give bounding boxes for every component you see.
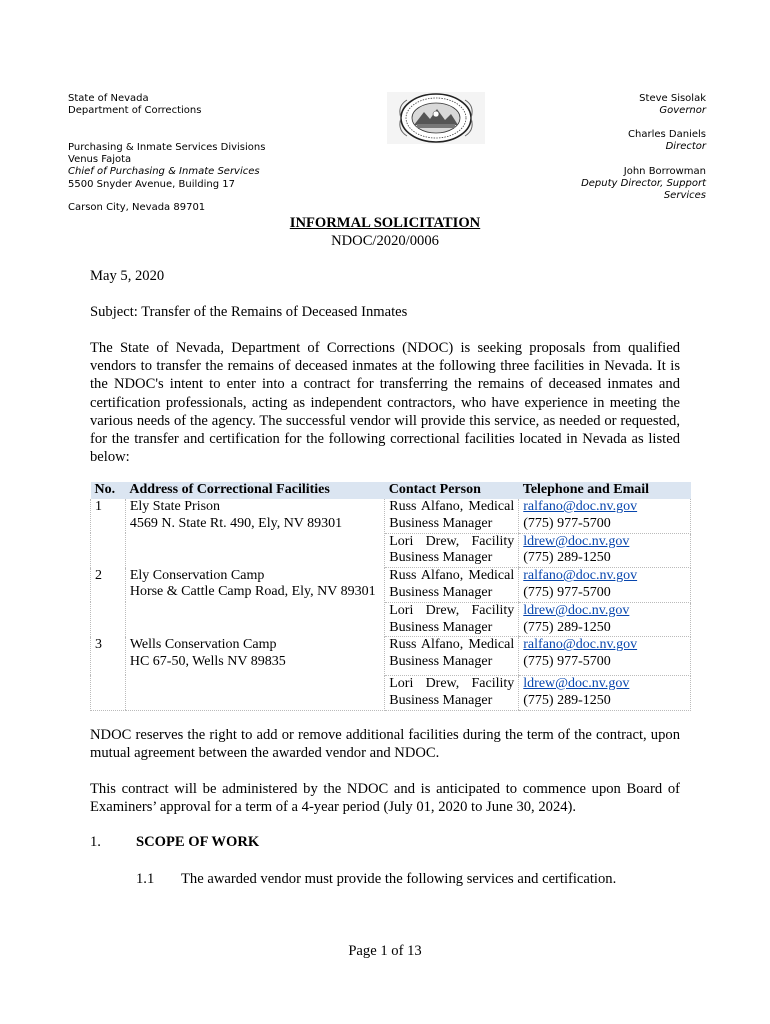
contact-details [519,602,691,637]
facility-number: 2 [91,568,126,637]
facility-number: 3 [91,637,126,710]
state-name: State of Nevada [68,93,149,104]
email-link[interactable]: ldrew@doc.nv.gov [523,533,630,549]
facility-address: Horse & Cattle Camp Road, Ely, NV 89301 [129,584,376,600]
phone-number: (775) 977-5700 [523,515,611,531]
contact-person [385,675,519,710]
facilities-table [90,482,691,711]
contact-name: Lori Drew, Facility [389,675,515,691]
chief-role: Chief of Purchasing & Inmate Services [68,166,260,178]
contact-role: Business Manager [389,515,493,531]
nevada-state-seal-icon [387,92,485,144]
deputy-name: John Borrowman [623,166,706,177]
contact-details [519,533,691,568]
table-header-row [91,482,691,499]
contact-details [519,568,691,603]
contact-details [519,675,691,710]
division-name: Purchasing & Inmate Services Divisions [68,142,266,153]
contact-person [385,499,519,533]
contact-role: Business Manager [389,584,493,600]
deputy-title-line2: Services [663,190,706,202]
governor-title: Governor [659,105,706,117]
contact-role: Business Manager [389,692,493,708]
contact-name: Russ Alfano, Medical [389,568,515,584]
contact-person [385,533,519,568]
contact-name: Lori Drew, Facility [389,533,515,549]
facility-name: Ely State Prison [129,499,221,514]
phone-number: (775) 289-1250 [523,692,611,708]
office-address: 5500 Snyder Avenue, Building 17 [68,178,236,190]
phone-number: (775) 289-1250 [523,619,611,635]
contact-person [385,637,519,676]
contact-role: Business Manager [389,550,493,566]
section-number: 1. [90,834,101,850]
header-address: Address of Correctional Facilities [125,482,384,499]
phone-number: (775) 289-1250 [523,550,611,566]
phone-number: (775) 977-5700 [523,584,611,600]
facility-address: 4569 N. State Rt. 490, Ely, NV 89301 [129,515,343,531]
contact-details [519,637,691,676]
contact-details [519,499,691,533]
page-number: Page 1 of 13 [348,943,422,959]
contact-role: Business Manager [389,619,493,635]
deputy-title-line1: Deputy Director, Support [581,178,706,190]
document-title: INFORMAL SOLICITATION [289,215,481,231]
facility-name: Ely Conservation Camp [129,567,265,583]
facility-address-cell [125,568,384,637]
reserve-paragraph: NDOC reserves the right to add or remove additional facilities during the term of the contract, upon mutual agreement between the awarded vendor and NDOC. [90,727,680,762]
email-link[interactable]: ralfano@doc.nv.gov [523,637,638,653]
email-link[interactable]: ldrew@doc.nv.gov [523,675,630,691]
email-link[interactable]: ralfano@doc.nv.gov [523,499,638,514]
contact-name: Russ Alfano, Medical [389,499,515,514]
letterhead-left-division [68,142,265,191]
facility-number: 1 [91,499,126,568]
email-link[interactable]: ralfano@doc.nv.gov [523,568,638,584]
intro-paragraph: The State of Nevada, Department of Corrections (NDOC) is seeking proposals from qualified vendors to transfer the remains of deceased inmates at the following three facilities in Nevada. It is the NDOC's intent to enter into a contract for transferring the remains of deceased inmates and certification professionals, acting as independent contractors, who have experience in meeting the various needs of the agency. The successful vendor will provide this service, as needed or requested, for the transfer and certification for the following correctional facilities located in Nevada as listed below: [90,340,680,466]
facility-address-cell [125,499,384,568]
email-link[interactable]: ldrew@doc.nv.gov [523,602,630,618]
contact-name: Russ Alfano, Medical [389,637,515,653]
director-title: Director [665,141,706,153]
contact-name: Lori Drew, Facility [389,602,515,618]
contact-person [385,602,519,637]
director-name: Charles Daniels [628,129,706,140]
letterhead-right-deputy [581,166,706,203]
header-contact: Contact Person [385,482,519,499]
section-title: SCOPE OF WORK [136,834,260,850]
letterhead-left [68,93,201,117]
header-telephone-email: Telephone and Email [519,482,691,499]
letterhead-right-governor [639,93,706,117]
phone-number: (775) 977-5700 [523,654,611,670]
header-no: No. [91,482,126,499]
table-row [91,568,691,603]
facility-name: Wells Conservation Camp [129,636,277,652]
office-city: Carson City, Nevada 89701 [68,202,206,213]
governor-name: Steve Sisolak [639,93,706,104]
table-row [91,637,691,676]
contact-role: Business Manager [389,654,493,670]
subsection-number: 1.1 [136,871,155,887]
facility-address-cell [125,637,384,710]
administration-paragraph: This contract will be administered by the NDOC and is anticipated to commence upon Board of Examiners’ approval for a term of a 4-year period (July 01, 2020 to June 30, 2024). [90,781,680,816]
letter-subject: Subject: Transfer of the Remains of Deceased Inmates [90,304,408,320]
facility-address: HC 67-50, Wells NV 89835 [129,653,286,669]
chief-name: Venus Fajota [68,154,132,166]
subsection-text: The awarded vendor must provide the following services and certification. [181,871,617,887]
department-name: Department of Corrections [68,105,202,117]
letterhead-right-director [628,129,706,153]
table-row [91,499,691,533]
solicitation-number: NDOC/2020/0006 [331,233,439,249]
letter-date: May 5, 2020 [90,268,165,284]
contact-person [385,568,519,603]
